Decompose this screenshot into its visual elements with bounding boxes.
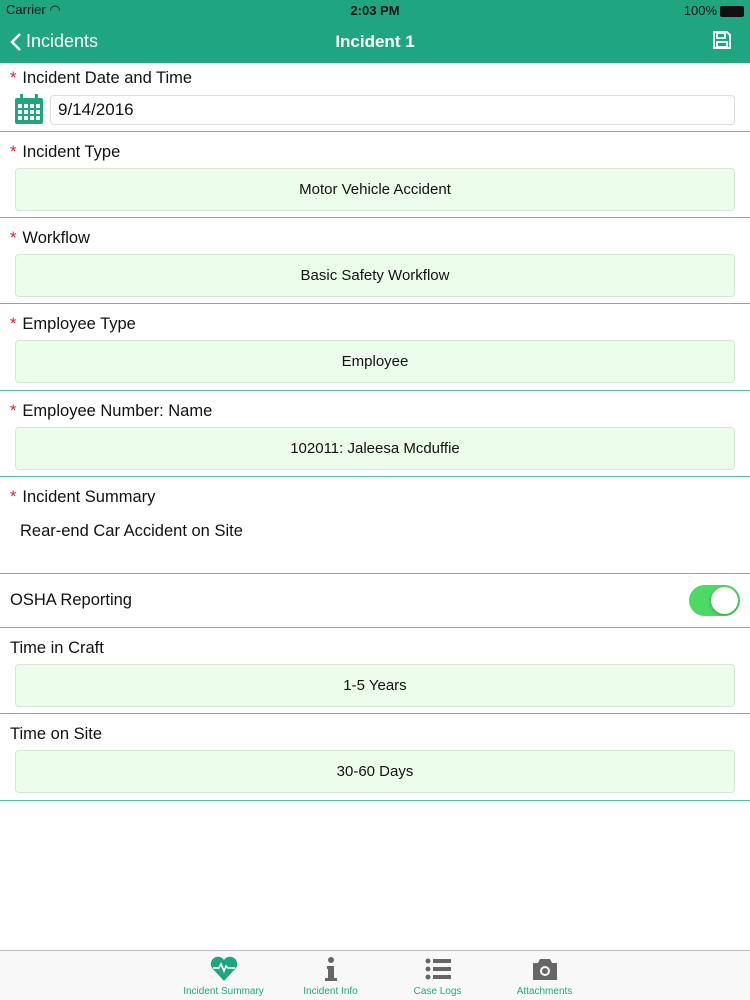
craft-label: Time in Craft <box>10 639 104 657</box>
employee-type-section <box>0 304 750 391</box>
back-button[interactable] <box>10 31 98 52</box>
tab-incident-summary[interactable] <box>170 951 277 1000</box>
workflow-section <box>0 218 750 304</box>
site-label: Time on Site <box>10 725 103 743</box>
craft-picker[interactable]: 1-5 Years <box>15 664 735 707</box>
heart-pulse-icon <box>210 956 238 982</box>
required-mark: * <box>10 315 17 333</box>
required-mark: * <box>10 143 17 161</box>
page-title: Incident 1 <box>335 31 415 51</box>
site-section <box>0 714 750 801</box>
incident-type-section <box>0 132 750 218</box>
site-picker[interactable]: 30-60 Days <box>15 750 735 793</box>
camera-icon <box>531 956 559 982</box>
date-label: Incident Date and Time <box>22 69 193 87</box>
tab-label: Attachments <box>516 986 573 997</box>
employee-type-picker[interactable]: Employee <box>15 340 735 383</box>
summary-section <box>0 477 750 574</box>
wifi-icon: ◠ <box>49 2 61 17</box>
tab-label: Case Logs <box>413 986 462 997</box>
osha-section <box>0 574 750 628</box>
info-icon <box>324 956 338 982</box>
incident-type-label: Incident Type <box>22 143 121 161</box>
header <box>0 0 750 63</box>
workflow-picker[interactable]: Basic Safety Workflow <box>15 254 735 297</box>
employee-type-label: Employee Type <box>22 315 136 333</box>
summary-textarea[interactable]: Rear-end Car Accident on Site <box>20 522 243 540</box>
required-mark: * <box>10 229 17 247</box>
tab-incident-info[interactable] <box>277 951 384 1000</box>
tab-bar <box>0 950 750 1000</box>
required-mark: * <box>10 69 17 87</box>
required-mark: * <box>10 488 17 506</box>
nav-bar <box>0 20 750 63</box>
employee-picker[interactable]: 102011: Jaleesa Mcduffie <box>15 427 735 470</box>
status-bar <box>0 0 750 20</box>
date-section <box>0 63 750 132</box>
summary-label: Incident Summary <box>22 488 156 506</box>
workflow-label: Workflow <box>22 229 90 247</box>
list-icon <box>425 956 451 982</box>
tab-label: Incident Info <box>303 986 358 997</box>
tab-case-logs[interactable] <box>384 951 491 1000</box>
chevron-left-icon <box>10 32 22 52</box>
save-icon[interactable] <box>712 30 732 50</box>
clock: 2:03 PM <box>350 2 400 18</box>
back-label: Incidents <box>26 31 99 51</box>
date-input[interactable]: 9/14/2016 <box>50 95 735 125</box>
employee-label: Employee Number: Name <box>22 402 213 420</box>
tab-attachments[interactable] <box>491 951 598 1000</box>
osha-label: OSHA Reporting <box>10 591 132 609</box>
osha-toggle[interactable] <box>689 585 740 616</box>
calendar-icon[interactable] <box>14 93 44 125</box>
battery: 100% <box>684 3 744 18</box>
craft-section <box>0 628 750 714</box>
incident-type-picker[interactable]: Motor Vehicle Accident <box>15 168 735 211</box>
required-mark: * <box>10 402 17 420</box>
tab-label: Incident Summary <box>183 986 264 997</box>
employee-section <box>0 391 750 477</box>
carrier: Carrier ◠ <box>6 2 61 17</box>
